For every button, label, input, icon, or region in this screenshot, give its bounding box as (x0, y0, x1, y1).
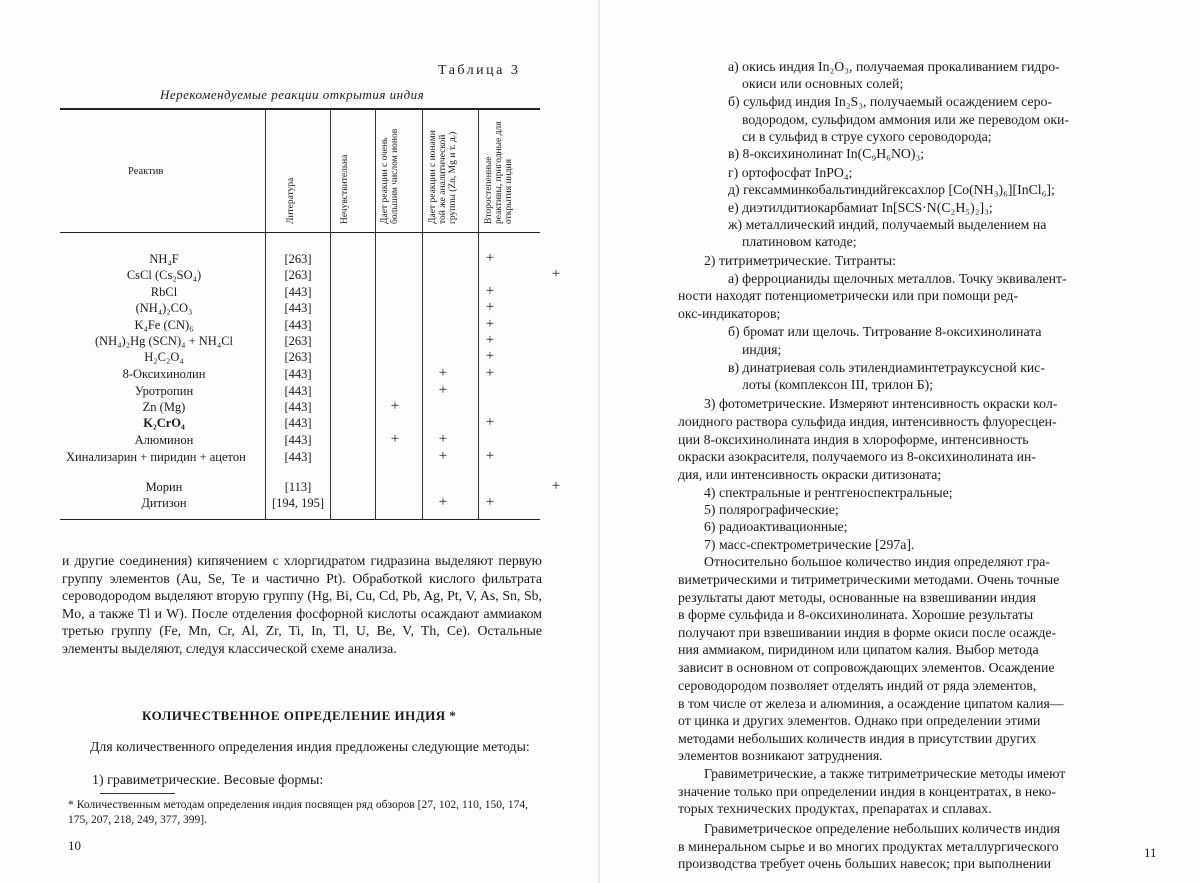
text-line: платиновом катоде; (742, 234, 857, 249)
text-line: в) 8-оксихинолинат In(C₉H₆NO)₃; (728, 146, 925, 161)
text-line: ции 8-оксихинолината индия в хлороформе, интенсивность (678, 432, 1029, 447)
text-line: в форме сульфида и 8-оксихинолината. Хорошие результаты (678, 607, 1034, 622)
table-header-rule (60, 232, 540, 233)
table-top-rule (60, 108, 540, 110)
text-line: производства требует очень больших навесок; при выполнении (678, 856, 1052, 871)
plus-mark: + (485, 365, 495, 381)
reagent-name: CsCl (Cs₂SO₄) (126, 268, 202, 282)
text-line: 7) масс-спектрометрические [297а]. (704, 537, 915, 552)
plus-mark: + (551, 478, 561, 494)
plus-mark: + (485, 414, 495, 430)
literature-ref: [263] (284, 252, 312, 266)
plus-mark: + (485, 250, 495, 266)
footnote-rule (100, 793, 175, 794)
text-line: е) диэтилдитиокарбамиат In[SCS·N(C₂H₅)₂]₃; (728, 200, 993, 215)
header-insensitive: Нечувствительна (340, 154, 350, 224)
literature-ref: [443] (284, 433, 312, 447)
header-secondary: Второстепенные реактивы, пригодные для открытия индия (484, 121, 514, 224)
literature-ref: [263] (284, 350, 312, 364)
literature-ref: [443] (284, 450, 312, 464)
text-line: результаты дают методы, основанные на взвешивании индия (678, 590, 1036, 605)
text-line: виметрическими и титриметрическими методами. Очень точные (678, 572, 1060, 587)
header-many-ions: Дает реакции с очень большим числом ионов (380, 128, 400, 224)
plus-mark: + (485, 283, 495, 299)
text-line: г) ортофосфат InPO₄; (728, 165, 853, 180)
section-heading: КОЛИЧЕСТВЕННОЕ ОПРЕДЕЛЕНИЕ ИНДИЯ * (142, 708, 457, 723)
text-line: 3) фотометрические. Измеряют интенсивность окраски кол- (704, 396, 1058, 411)
plus-mark: + (551, 266, 561, 282)
text-line: дия, или интенсивность окраски дитизоната; (678, 467, 942, 482)
text-line: а) окись индия In₂O₃, получаемая прокаливанием гидро- (728, 59, 1060, 74)
text-line: лоты (комплексон III, трилон Б); (742, 377, 934, 392)
text-line: в том числе от железа и алюминия, а осаждение ципатом калия— (678, 696, 1064, 711)
literature-ref: [443] (284, 416, 312, 430)
reagent-name: Алюминон (134, 433, 194, 447)
reagent-name: Уротропин (134, 384, 194, 398)
footnote: * Количественным методам определения индия посвящен ряд обзоров [27, 102, 110, 150, 174, 175, 207, 218, 249, 377, 399]. (68, 799, 528, 826)
literature-ref: [443] (284, 318, 312, 332)
literature-ref: [443] (284, 367, 312, 381)
plus-mark: + (438, 448, 448, 464)
text-line: 6) радиоактивационные; (704, 519, 848, 534)
literature-ref: [443] (284, 285, 312, 299)
text-line: в) динатриевая соль этилендиаминтетрауксусной кис- (728, 360, 1045, 375)
literature-ref: [113] (284, 480, 312, 494)
reagent-name: NH₄F (149, 252, 179, 266)
plus-mark: + (485, 316, 495, 332)
plus-mark: + (438, 494, 448, 510)
reagent-name: K₄Fe (CN)₆ (134, 318, 194, 332)
reagent-name: (NH₄)₂CO₃ (135, 301, 193, 315)
plus-mark: + (438, 382, 448, 398)
table-subtitle: Нерекомендуемые реакции открытия индия (160, 87, 425, 102)
plus-mark: + (485, 332, 495, 348)
text-line: окс-индикаторов; (678, 306, 781, 321)
text-line: д) гексамминкобальтиндийгексахлор [Co(NH₃)₆][InCl₆]; (728, 182, 1055, 197)
text-line: окиси или основных солей; (742, 76, 904, 91)
page-number-left: 10 (68, 838, 81, 853)
table-caption: Таблица 3 (438, 63, 521, 78)
literature-ref: [263] (284, 268, 312, 282)
plus-mark: + (485, 494, 495, 510)
text-line: методами небольших количеств индия в присутствии других (678, 731, 1037, 746)
text-line: б) сульфид индия In₂S₃, получаемый осаждением серо- (728, 94, 1053, 109)
header-group-ions: Дает реакции с ионами той же аналитической группы (Zn, Mg и т. д.) (428, 130, 458, 224)
plus-mark: + (485, 299, 495, 315)
left-paragraph: и другие соединения) кипячением с хлоргидратом гидразина выделяют первую группу элементов (Au, Se, Te и частично Pt). Обработкой кислого фильтрата сероводородом выделяют вторую группу (Hg, Bi, Cu, Cd, Pb, Ag, Pt, V, As, Sn, Sb, Mo, а также Tl и W). После отделения фосфорной кислоты осаждают аммиаком третью группу (Fe, Mn, Cr, Al, Zr, Ti, In, Tl, U, Be, V, Th, Ce). Остальные элементы выделяют, следуя классической схеме анализа. (62, 553, 542, 656)
literature-ref: [194, 195] (271, 496, 325, 510)
text-line: ж) металлический индий, получаемый выделением на (728, 217, 1047, 232)
text-line: Относительно большое количество индия определяют гра- (704, 554, 1051, 569)
literature-ref: [263] (284, 334, 312, 348)
text-line: лоидного раствора сульфида индия, интенсивность флуоресцен- (678, 414, 1057, 429)
methods-intro: Для количественного определения индия предложены следующие методы: (90, 739, 530, 754)
text-line: Гравиметрические, а также титриметрические методы имеют (704, 766, 1066, 781)
text-line: б) бромат или щелочь. Титрование 8-оксихинолината (728, 324, 1042, 339)
plus-mark: + (438, 431, 448, 447)
table-col-divider (375, 108, 376, 520)
right-page (600, 0, 1200, 883)
reagent-name: RbCl (150, 285, 178, 299)
page-number-right: 11 (1144, 845, 1157, 860)
reagent-name: Морин (145, 480, 183, 494)
text-line: зависит в основном от сопровождающих элементов. Осаждение (678, 660, 1055, 675)
text-line: ния аммиаком, пиридином или ципатом калия. Выбор метода (678, 642, 1039, 657)
plus-mark: + (390, 398, 400, 414)
reagent-name: Дитизон (141, 496, 187, 510)
plus-mark: + (438, 365, 448, 381)
text-line: значение только при определении индия в концентратах, в неко- (678, 784, 1056, 799)
text-line: сероводородом позволяет отделять индий от ряда элементов, (678, 678, 1037, 693)
plus-mark: + (485, 348, 495, 364)
text-line: ности находят потенциометрически или при помощи ред- (678, 288, 1019, 303)
plus-mark: + (485, 448, 495, 464)
reagent-name: 8-Оксихинолин (122, 367, 206, 381)
text-line: окраски азокрасителя, получаемого из 8-оксихинолината ин- (678, 449, 1037, 464)
plus-mark: + (390, 431, 400, 447)
text-line: водородом, сульфидом аммония или же переводом оки- (742, 112, 1070, 127)
reagent-name: Хинализарин + пиридин + ацетон (66, 450, 246, 464)
text-line: индия; (742, 342, 782, 357)
text-line: си в сульфид в струе сухого сероводорода; (742, 129, 992, 144)
reagent-name: K₂CrO₄ (143, 416, 185, 430)
reagent-name: Zn (Mg) (142, 400, 186, 414)
header-reagent: Реактив (128, 166, 164, 177)
reagent-name: H₂C₂O₄ (144, 350, 184, 364)
text-line: торых технических продуктах, препаратах и сплавах. (678, 801, 992, 816)
header-literature: Литература (286, 177, 296, 224)
text-line: 4) спектральные и рентгеноспектральные; (704, 485, 953, 500)
reagent-name: (NH₄)₂Hg (SCN)₄ + NH₄Cl (94, 334, 234, 348)
text-line: получают при взвешивании индия в форме окиси после осажде- (678, 625, 1057, 640)
text-line: 5) полярографические; (704, 502, 839, 517)
literature-ref: [443] (284, 301, 312, 315)
text-line: Гравиметрическое определение небольших количеств индия (704, 821, 1060, 836)
text-line: от цинка и других элементов. Однако при определении этими (678, 713, 1041, 728)
text-line: 2) титриметрические. Титранты: (704, 253, 897, 268)
table-bottom-rule (60, 519, 540, 520)
literature-ref: [443] (284, 400, 312, 414)
method-item-1: 1) гравиметрические. Весовые формы: (92, 773, 324, 788)
text-line: элементов возникают затруднения. (678, 748, 883, 763)
table-col-divider (330, 108, 331, 520)
literature-ref: [443] (284, 384, 312, 398)
text-line: в минеральном сырье и во многих продуктах металлургического (678, 839, 1059, 854)
text-line: а) ферроцианиды щелочных металлов. Точку эквивалент- (728, 271, 1067, 286)
